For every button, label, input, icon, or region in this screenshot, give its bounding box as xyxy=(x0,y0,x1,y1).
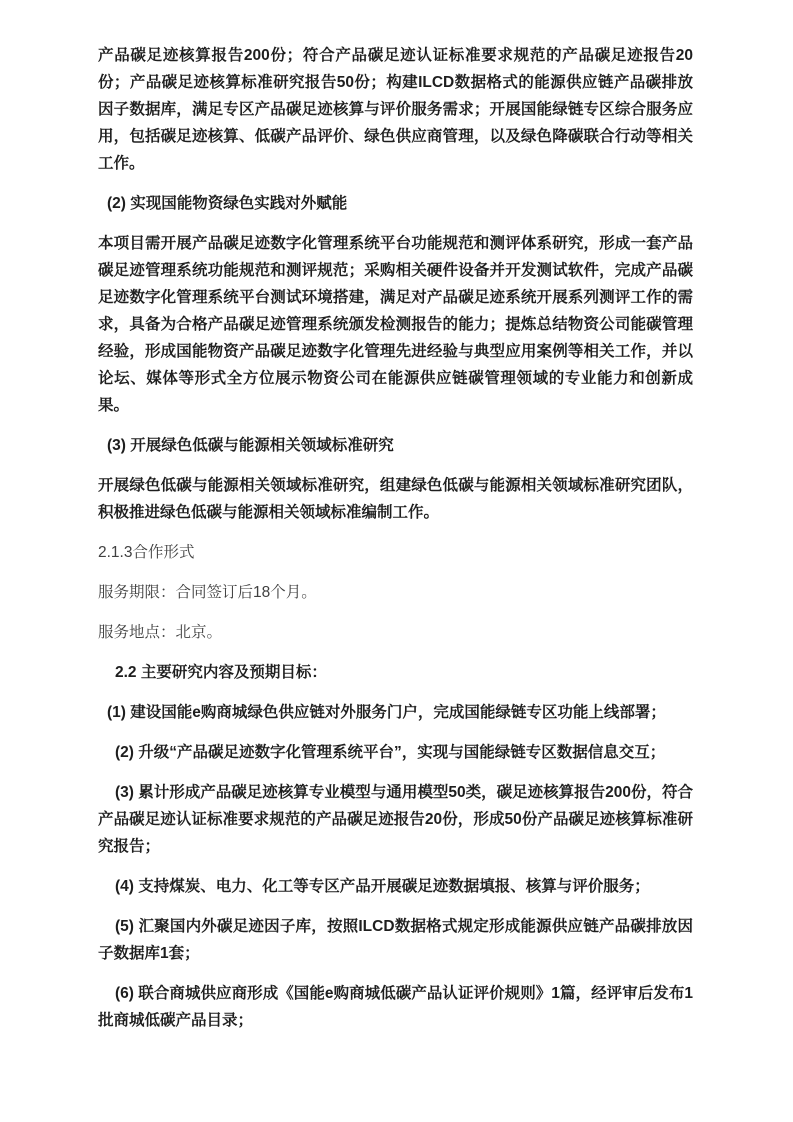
heading-2-1-3-cooperation-form: 2.1.3合作形式 xyxy=(98,544,195,561)
item-6-certification-rules: (6) 联合商城供应商形成《国能e购商城低碳产品认证评价规则》1篇，经评审后发布1批商城低碳产品目录； xyxy=(98,985,693,1029)
para-carbon-footprint-reports: 产品碳足迹核算报告200份；符合产品碳足迹认证标准要求规范的产品碳足迹报告20份；产品碳足迹核算标准研究报告50份；构建ILCD数据格式的能源供应链产品碳排放因子数据库，满足专区产品碳足迹核算与评价服务需求；开展国能绿链专区综合服务应用，包括碳足迹核算、低碳产品评价、绿色供应商管理，以及绿色降碳联合行动等相关工作。 xyxy=(98,47,693,172)
heading-3-standards-research: (3) 开展绿色低碳与能源相关领域标准研究 xyxy=(107,437,394,454)
heading-2-2-research-content: 2.2 主要研究内容及预期目标： xyxy=(115,664,327,681)
line-service-location: 服务地点：北京。 xyxy=(98,624,223,641)
heading-2-green-practice: (2) 实现国能物资绿色实践对外赋能 xyxy=(107,195,348,212)
para-digital-management-platform: 本项目需开展产品碳足迹数字化管理系统平台功能规范和测评体系研究，形成一套产品碳足迹管理系统功能规范和测评规范；采购相关硬件设备并开发测试软件，完成产品碳足迹数字化管理系统平台测试环境搭建，满足对产品碳足迹系统开展系列测评工作的需求，具备为合格产品碳足迹管理系统颁发检测报告的能力；提炼总结物资公司能碳管理经验，形成国能物资产品碳足迹数字化管理先进经验与典型应用案例等相关工作，并以论坛、媒体等形式全方位展示物资公司在能源供应链碳管理领域的专业能力和创新成果。 xyxy=(98,235,693,414)
para-standards-research: 开展绿色低碳与能源相关领域标准研究，组建绿色低碳与能源相关领域标准研究团队，积极推进绿色低碳与能源相关领域标准编制工作。 xyxy=(98,477,693,521)
item-4-sector-services: (4) 支持煤炭、电力、化工等专区产品开展碳足迹数据填报、核算与评价服务； xyxy=(115,878,650,895)
item-2-platform-upgrade: (2) 升级“产品碳足迹数字化管理系统平台”，实现与国能绿链专区数据信息交互； xyxy=(115,744,666,761)
item-1-portal-deployment: (1) 建设国能e购商城绿色供应链对外服务门户，完成国能绿链专区功能上线部署； xyxy=(107,704,666,721)
item-3-models-and-reports: (3) 累计形成产品碳足迹核算专业模型与通用模型50类，碳足迹核算报告200份，符合产品碳足迹认证标准要求规范的产品碳足迹报告20份，形成50份产品碳足迹核算标准研究报告； xyxy=(98,784,693,855)
line-service-period: 服务期限：合同签订后18个月。 xyxy=(98,584,317,601)
item-5-factor-database: (5) 汇聚国内外碳足迹因子库，按照ILCD数据格式规定形成能源供应链产品碳排放因子数据库1套； xyxy=(98,918,693,962)
